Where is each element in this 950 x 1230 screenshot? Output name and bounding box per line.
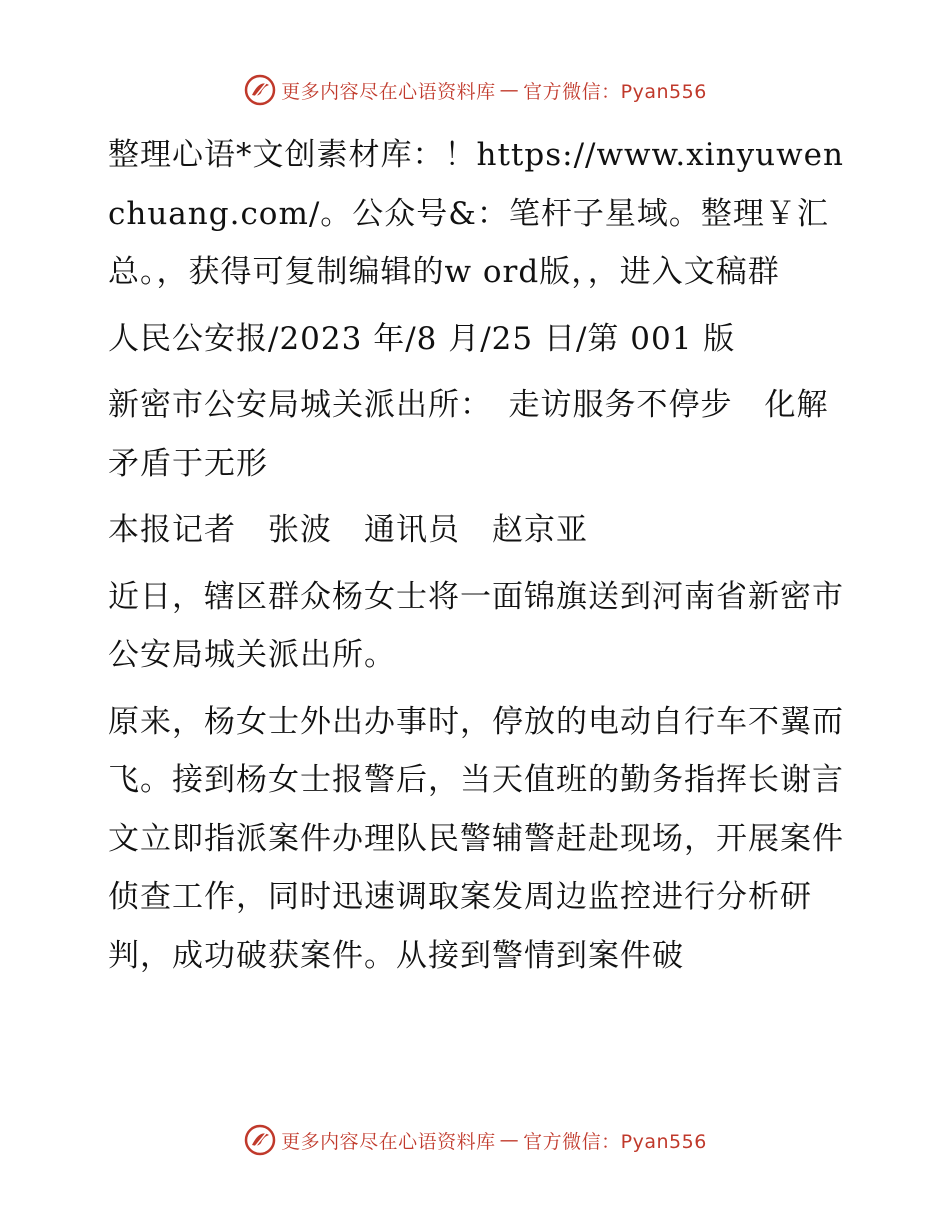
- banner-dash: —: [499, 79, 520, 101]
- banner-wechat: 官方微信：Pyan556: [523, 80, 707, 103]
- body-paragraph: 近日，辖区群众杨女士将一面锦旗送到河南省新密市公安局城关派出所。: [108, 578, 844, 673]
- header-banner: [0, 70, 950, 110]
- byline: 本报记者 张波 通讯员 赵京亚: [108, 512, 588, 548]
- footer-banner: [0, 1120, 950, 1160]
- article-body: [96, 126, 856, 993]
- article-title: 新密市公安局城关派出所： 走访服务不停步 化解矛盾于无形: [108, 387, 829, 482]
- intro-paragraph: 整理心语*文创素材库：！https://www.xinyuwenchuang.com/。公众号&：笔杆子星域。整理￥汇总。，获得可复制编辑的w ord版，，进入文稿群: [108, 137, 844, 290]
- banner-slogan: 更多内容尽在心语资料库: [281, 80, 496, 103]
- body-paragraph: 原来，杨女士外出办事时，停放的电动自行车不翼而飞。接到杨女士报警后，当天值班的勤务指挥长谢言文立即指派案件办理队民警辅警赶赴现场，开展案件侦查工作，同时迅速调取案发周边监控进行分析研判，成功破获案件。从接到警情到案件破: [108, 703, 844, 974]
- banner-slogan: 更多内容尽在心语资料库: [281, 1130, 496, 1153]
- seal-logo-icon: [243, 73, 277, 107]
- banner-dash: —: [499, 1129, 520, 1151]
- seal-logo-icon: [243, 1123, 277, 1157]
- banner-wechat: 官方微信：Pyan556: [523, 1130, 707, 1153]
- publication-line: 人民公安报/2023 年/8 月/25 日/第 001 版: [108, 320, 736, 357]
